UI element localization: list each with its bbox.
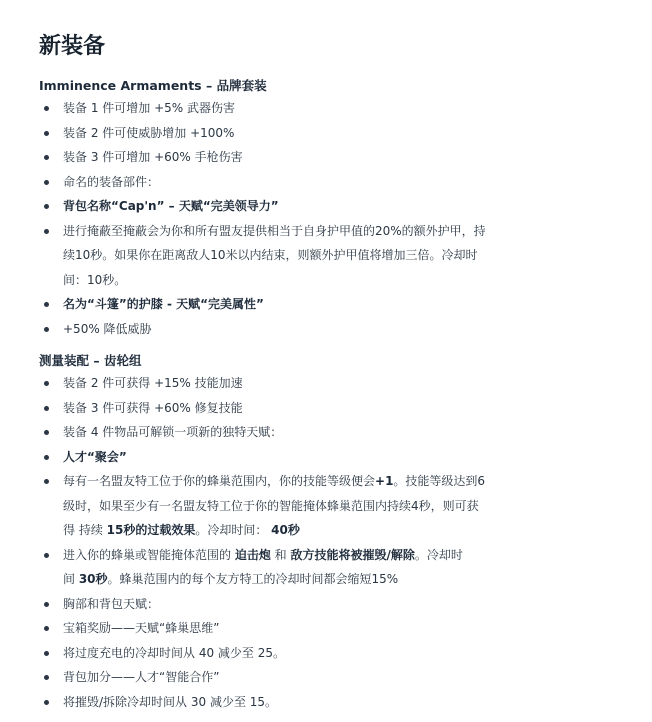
list-item: 命名的装备部件： bbox=[39, 170, 639, 195]
list-item: 装备 2 件可获得 +15% 技能加速 bbox=[39, 371, 639, 396]
bullet-icon bbox=[44, 406, 49, 411]
section-heading: 测量装配 – 齿轮组 bbox=[39, 353, 142, 368]
bullet-icon bbox=[44, 155, 49, 160]
bullet-icon bbox=[44, 602, 49, 607]
list-item: 宝箱奖励——天赋“蜂巢思维” bbox=[39, 616, 639, 641]
bullet-icon bbox=[44, 700, 49, 705]
list-item: 将摧毁/拆除冷却时间从 30 减少至 15。 bbox=[39, 690, 639, 715]
list-item: 背包名称“Cap'n” – 天赋“完美领导力” bbox=[39, 194, 639, 219]
list-item: +50% 降低威胁 bbox=[39, 317, 639, 342]
bullet-icon bbox=[44, 479, 49, 484]
bullet-icon bbox=[44, 327, 49, 332]
bullet-icon bbox=[44, 302, 49, 307]
list-item: 每有一名盟友特工位于你的蜂巢范围内，你的技能等级便会+1。技能等级达到6 级时，如果至少有一名盟友特工位于你的智能掩体蜂巢范围内持续4秒，则可获 得 持续 15秒的过载效果。冷却时间： 40秒 bbox=[39, 469, 639, 543]
list-item: 装备 2 件可使威胁增加 +100% bbox=[39, 121, 639, 146]
list-item: 背包加分——人才“智能合作” bbox=[39, 665, 639, 690]
list-item: 胸部和背包天赋： bbox=[39, 592, 639, 617]
list-item: 进入你的蜂巢或智能掩体范围的 迫击炮 和 敌方技能将被摧毁/解除。冷却时 间 30秒。蜂巢范围内的每个友方特工的冷却时间都会缩短15% bbox=[39, 543, 639, 592]
bullet-icon bbox=[44, 455, 49, 460]
list-item: 将过度充电的冷却时间从 40 减少至 25。 bbox=[39, 641, 639, 666]
bullet-icon bbox=[44, 675, 49, 680]
list-item: 名为“斗篷”的护膝 - 天赋“完美属性” bbox=[39, 292, 639, 317]
bullet-icon bbox=[44, 626, 49, 631]
section-measured-assembly bbox=[39, 351, 639, 714]
bullet-icon bbox=[44, 204, 49, 209]
section-imminence-armaments bbox=[39, 76, 639, 341]
section-heading: Imminence Armaments – 品牌套装 bbox=[39, 78, 267, 93]
bullet-icon bbox=[44, 106, 49, 111]
bullet-icon bbox=[44, 381, 49, 386]
bullet-icon bbox=[44, 430, 49, 435]
list-item: 人才“聚会” bbox=[39, 445, 639, 470]
document-page bbox=[39, 32, 639, 714]
page-title: 新装备 bbox=[39, 34, 106, 59]
list-item: 装备 1 件可增加 +5% 武器伤害 bbox=[39, 96, 639, 121]
bullet-list bbox=[39, 96, 639, 341]
bullet-list bbox=[39, 371, 639, 714]
list-item: 装备 3 件可增加 +60% 手枪伤害 bbox=[39, 145, 639, 170]
list-item: 装备 4 件物品可解锁一项新的独特天赋： bbox=[39, 420, 639, 445]
bullet-icon bbox=[44, 180, 49, 185]
bullet-icon bbox=[44, 131, 49, 136]
list-item: 进行掩蔽至掩蔽会为你和所有盟友提供相当于自身护甲值的20%的额外护甲，持 续10秒。如果你在距离敌人10米以内结束，则额外护甲值将增加三倍。冷却时 间：10秒。 bbox=[39, 219, 639, 293]
list-item: 装备 3 件可获得 +60% 修复技能 bbox=[39, 396, 639, 421]
bullet-icon bbox=[44, 229, 49, 234]
bullet-icon bbox=[44, 553, 49, 558]
bullet-icon bbox=[44, 651, 49, 656]
